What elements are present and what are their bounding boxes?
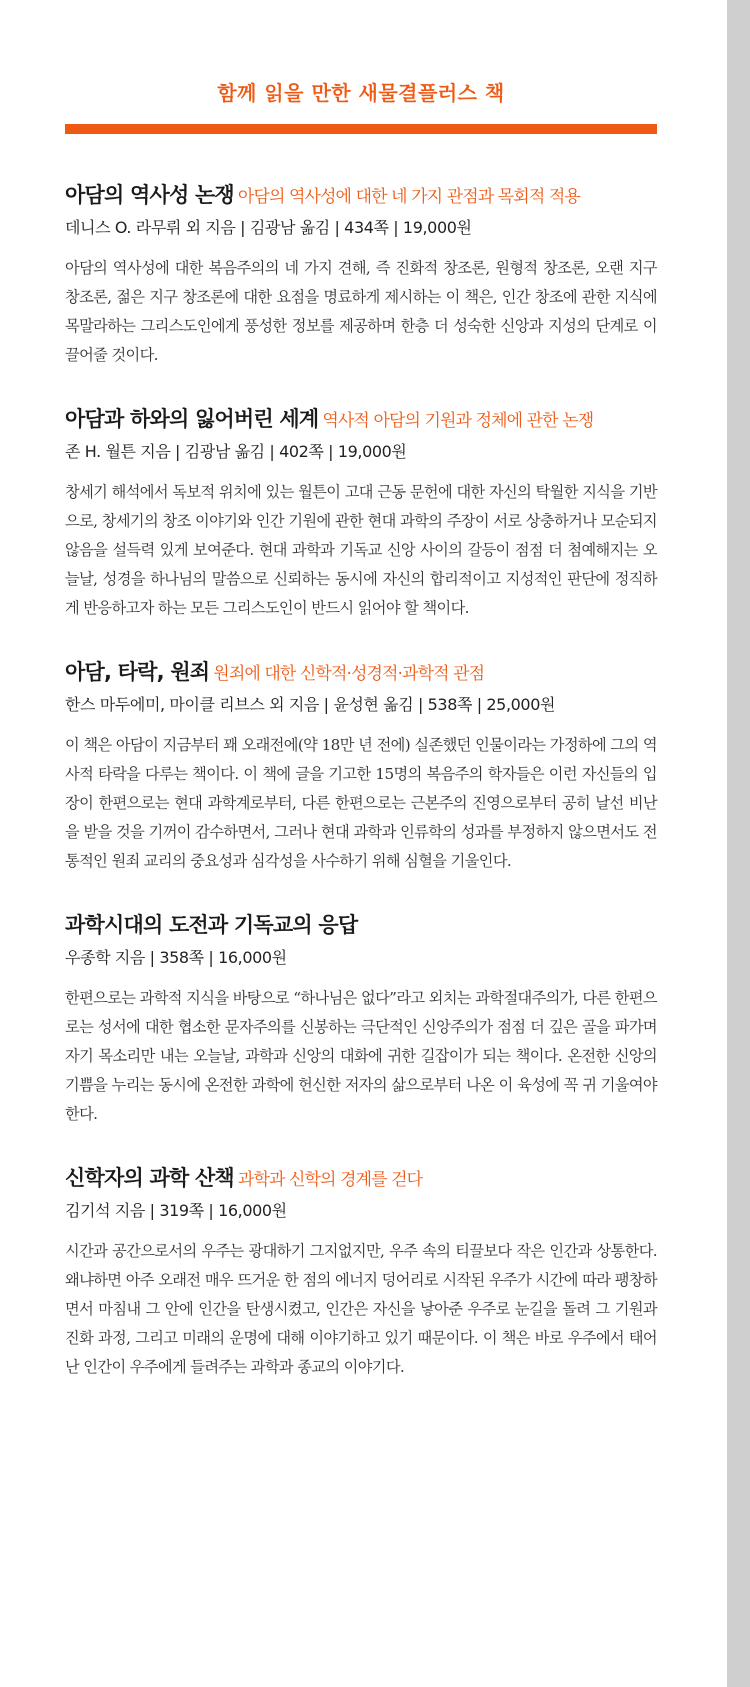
book-heading: [65, 180, 657, 212]
book-description: 시간과 공간으로서의 우주는 광대하기 그지없지만, 우주 속의 티끌보다 작은 인간과 상통한다. 왜냐하면 아주 오래전 매우 뜨거운 한 점의 에너지 덩어리로 시작된 우주가 시간에 따라 팽창하면서 마침내 그 안에 인간을 탄생시켰고, 인간은 자신을 낳아준 우주로 눈길을 돌려 그 기원과 진화 과정, 그리고 미래의 운명에 대해 이야기하고 있기 때문이다. 이 책은 바로 우주에서 태어난 인간이 우주에게 들려주는 과학과 종교의 이야기다.: [65, 1242, 657, 1376]
book-meta: 김기석 지음 | 319쪽 | 16,000원: [65, 1201, 287, 1220]
book-subtitle: 원죄에 대한 신학적·성경적·과학적 관점: [213, 664, 485, 684]
book-entry: [65, 1163, 657, 1382]
book-entry: [65, 404, 657, 623]
book-description: 이 책은 아담이 지금부터 꽤 오래전에(약 18만 년 전에) 실존했던 인물이라는 가정하에 그의 역사적 타락을 다루는 책이다. 이 책에 글을 기고한 15명의 복음주의 학자들은 이런 자신들의 입장이 한편으로는 현대 과학계로부터, 다른 한편으로는 근본주의 진영으로부터 공히 날선 비난을 받을 것을 기꺼이 감수하면서, 그러나 현대 과학과 인류학의 성과를 부정하지 않으면서도 전통적인 원죄 교리의 중요성과 심각성을 사수하기 위해 심혈을 기울인다.: [65, 736, 657, 870]
title-divider-bar: [65, 124, 657, 134]
book-subtitle: 아담의 역사성에 대한 네 가지 관점과 목회적 적용: [237, 187, 580, 207]
book-entry: [65, 657, 657, 876]
book-list: [65, 180, 657, 1382]
book-heading: [65, 657, 657, 689]
book-title: 과학시대의 도전과 기독교의 응답: [65, 913, 358, 937]
book-entry: [65, 910, 657, 1129]
book-subtitle: 역사적 아담의 기원과 정체에 관한 논쟁: [322, 411, 594, 431]
book-title: 아담과 하와의 잃어버린 세계: [65, 407, 319, 431]
book-entry: [65, 180, 657, 370]
book-meta: 한스 마두에미, 마이클 리브스 외 지음 | 윤성현 옮김 | 538쪽 | 25,000원: [65, 695, 556, 714]
book-title: 아담의 역사성 논쟁: [65, 183, 234, 207]
book-description: 한편으로는 과학적 지식을 바탕으로 “하나님은 없다”라고 외치는 과학절대주의가, 다른 한편으로는 성서에 대한 협소한 문자주의를 신봉하는 극단적인 신앙주의가 점점 더 깊은 골을 파가며 자기 목소리만 내는 오늘날, 과학과 신앙의 대화에 귀한 길잡이가 되는 책이다. 온전한 신앙의 기쁨을 누리는 동시에 온전한 과학에 헌신한 저자의 삶으로부터 나온 이 육성에 꼭 귀 기울여야 한다.: [65, 989, 657, 1123]
book-meta: 우종학 지음 | 358쪽 | 16,000원: [65, 948, 287, 967]
book-title: 신학자의 과학 산책: [65, 1166, 234, 1190]
book-meta: 존 H. 월튼 지음 | 김광남 옮김 | 402쪽 | 19,000원: [65, 442, 407, 461]
book-title: 아담, 타락, 원죄: [65, 660, 210, 684]
section-title: 함께 읽을 만한 새물결플러스 책: [217, 81, 505, 105]
book-heading: [65, 1163, 657, 1195]
book-meta: 데니스 O. 라무뤼 외 지음 | 김광남 옮김 | 434쪽 | 19,000원: [65, 218, 472, 237]
book-description: 창세기 해석에서 독보적 위치에 있는 월튼이 고대 근동 문헌에 대한 자신의 탁월한 지식을 기반으로, 창세기의 창조 이야기와 인간 기원에 관한 현대 과학의 주장이 서로 상충하거나 모순되지 않음을 설득력 있게 보여준다. 현대 과학과 기독교 신앙 사이의 갈등이 점점 더 첨예해지는 오늘날, 성경을 하나님의 말씀으로 신뢰하는 동시에 자신의 합리적이고 지성적인 판단에 정직하게 반응하고자 하는 모든 그리스도인이 반드시 읽어야 할 책이다.: [65, 483, 657, 617]
book-description: 아담의 역사성에 대한 복음주의의 네 가지 견해, 즉 진화적 창조론, 원형적 창조론, 오랜 지구 창조론, 젊은 지구 창조론에 대한 요점을 명료하게 제시하는 이 책은, 인간 창조에 관한 지식에 목말라하는 그리스도인에게 풍성한 정보를 제공하며 한층 더 성숙한 신앙과 지성의 단계로 이끌어줄 것이다.: [65, 259, 657, 364]
book-heading: [65, 404, 657, 436]
book-subtitle: 과학과 신학의 경계를 걷다: [237, 1170, 423, 1190]
page-edge-strip: [727, 0, 750, 1687]
book-recommendations: [65, 0, 657, 1416]
book-heading: [65, 910, 657, 942]
